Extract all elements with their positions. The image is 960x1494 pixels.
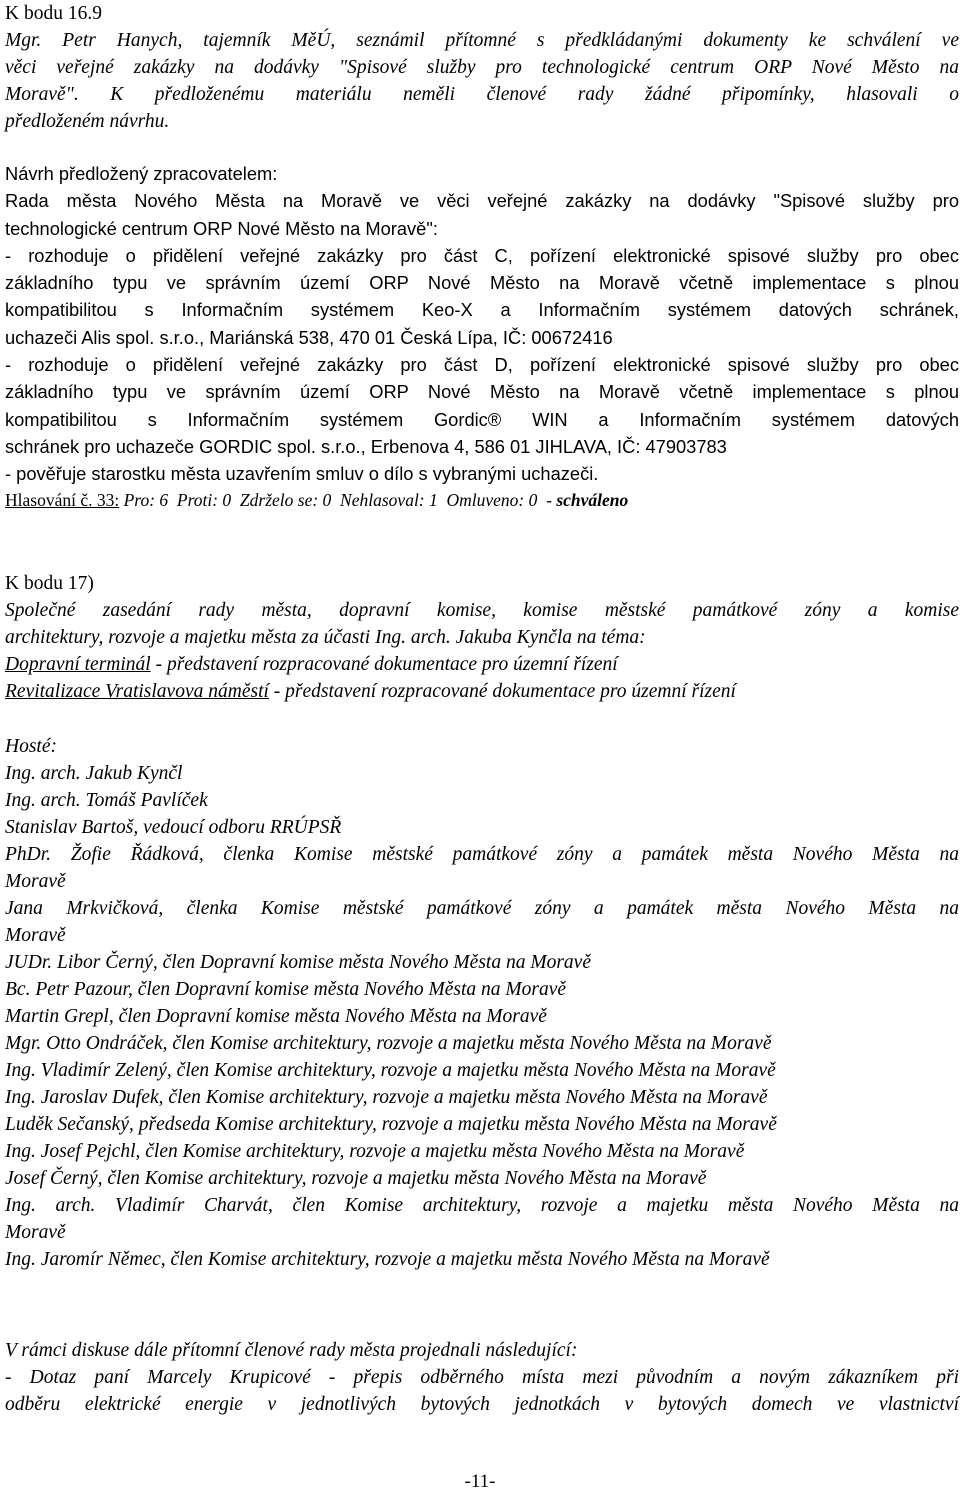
guest-item: Ing. Jaroslav Dufek, člen Komise architektury, rozvoje a majetku města Nového Města na Moravě — [5, 1087, 768, 1108]
guest-item: Josef Černý, člen Komise architektury, rozvoje a majetku města Nového Města na Moravě — [5, 1168, 707, 1189]
proposal-block — [5, 160, 959, 512]
guests-block — [5, 733, 959, 1273]
topic-1-title: Dopravní terminál — [5, 654, 151, 675]
guest-item: Moravě — [5, 1222, 66, 1243]
item-16-9-intro-line-3-a: Moravě". — [5, 84, 111, 105]
guest-item: Bc. Petr Pazour, člen Dopravní komise města Nového Města na Moravě — [5, 979, 567, 1000]
guest-item: Ing. arch. Tomáš Pavlíček — [5, 790, 208, 811]
guest-item: Ing. Josef Pejchl, člen Komise architektury, rozvoje a majetku města Nového Města na Moravě — [5, 1141, 745, 1162]
guests-label: Hosté: — [5, 736, 57, 757]
guest-item: Martin Grepl, člen Dopravní komise města Nového Města na Moravě — [5, 1006, 547, 1027]
decision-d-line-3: kompatibilitou s Informačním systémem Gordic® WIN a Informačním systémem datových — [5, 408, 959, 430]
discussion-block — [5, 1337, 959, 1418]
item-17-heading: K bodu 17) — [5, 573, 94, 594]
proposal-line-1: Rada města Nového Města na Moravě ve věci veřejné zakázky na dodávky "Spisové služby pro — [5, 190, 959, 212]
topic-2-title: Revitalizace Vratislavova náměstí — [5, 681, 269, 702]
vote-label: Hlasování č. 33: — [5, 489, 120, 510]
topic-2-rest: - představení rozpracované dokumentace pro územní řízení — [268, 681, 736, 702]
decision-c-line-1: - rozhoduje o přidělení veřejné zakázky pro část C, pořízení elektronické spisové služby pro obec — [5, 244, 959, 266]
guest-item: Mgr. Otto Ondráček, člen Komise architektury, rozvoje a majetku města Nového Města na Moravě — [5, 1033, 772, 1054]
guest-item: Luděk Sečanský, předseda Komise architektury, rozvoje a majetku města Nového Města na Moravě — [5, 1114, 777, 1135]
guest-item: Ing. Jaromír Němec, člen Komise architektury, rozvoje a majetku města Nového Města na Moravě — [5, 1249, 770, 1270]
guest-item: Stanislav Bartoš, vedoucí odboru RRÚPSŘ — [5, 817, 342, 838]
item-16-9-intro-line-3 — [5, 81, 959, 108]
decision-d-line-1: - rozhoduje o přidělení veřejné zakázky pro část D, pořízení elektronické spisové služby pro obec — [5, 354, 959, 376]
decision-c-line-3: kompatibilitou s Informačním systémem Keo-X a Informačním systémem datových schránek, — [5, 299, 959, 321]
guest-item: Moravě — [5, 871, 66, 892]
proposal-line-2: technologické centrum ORP Nové Město na Moravě": — [5, 217, 438, 239]
guest-item: Moravě — [5, 925, 66, 946]
item-16-9-intro-line-3-b: K předloženému materiálu neměli členové rady žádné připomínky, hlasovali o — [110, 84, 959, 105]
decision-c-line-2: základního typu ve správním území ORP Nové Město na Moravě včetně implementace s plnou — [5, 272, 959, 294]
guest-item: Jana Mrkvičková, členka Komise městské památkové zóny a památek města Nového Města na — [5, 898, 959, 919]
topic-1-rest: - představení rozpracované dokumentace pro územní řízení — [150, 654, 618, 675]
mandate-line: - pověřuje starostku města uzavřením smluv o dílo s vybranými uchazeči. — [5, 463, 599, 485]
topic-2-line — [5, 678, 959, 705]
guest-item: Ing. Vladimír Zelený, člen Komise architektury, rozvoje a majetku města Nového Města na Moravě — [5, 1060, 776, 1081]
guest-item: Ing. arch. Vladimír Charvát, člen Komise architektury, rozvoje a majetku města Nového Města na — [5, 1195, 959, 1216]
discussion-line-3: odběru elektrické energie v jednotlivých bytových jednotkách v bytových domech ve vlastnictví — [5, 1394, 959, 1415]
item-16-9-heading: K bodu 16.9 — [5, 3, 102, 24]
vote-counts: Pro: 6 Proti: 0 Zdrželo se: 0 Nehlasoval: 1 Omluveno: 0 - — [119, 489, 557, 510]
guest-item: Ing. arch. Jakub Kynčl — [5, 763, 183, 784]
guest-item: PhDr. Žofie Řádková, členka Komise městské památkové zóny a památek města Nového Města na — [5, 844, 959, 865]
item-16-9-intro-line-1: Mgr. Petr Hanych, tajemník MěÚ, seznámil přítomné s předkládanými dokumenty ke schválení ve — [5, 30, 959, 51]
discussion-line-1: V rámci diskuse dále přítomní členové rady města projednali následující: — [5, 1340, 578, 1361]
vote-line — [5, 488, 959, 512]
page-number: -11- — [464, 1471, 496, 1492]
item-16-9-intro — [5, 0, 959, 135]
topic-1-line — [5, 651, 959, 678]
item-17-intro-line-1: Společné zasedání rady města, dopravní komise, komise městské památkové zóny a komise — [5, 600, 959, 621]
item-17-block — [5, 570, 959, 705]
item-16-9-intro-line-4: předloženém návrhu. — [5, 111, 170, 132]
discussion-line-2: - Dotaz paní Marcely Krupicové - přepis odběrného místa mezi původním a novým zákazníkem při — [5, 1367, 959, 1388]
item-17-intro-line-2: architektury, rozvoje a majetku města za účasti Ing. arch. Jakuba Kynčla na téma: — [5, 627, 646, 648]
vote-result: schváleno — [556, 489, 629, 510]
decision-c-line-4: uchazeči Alis spol. s.r.o., Mariánská 538, 470 01 Česká Lípa, IČ: 00672416 — [5, 326, 613, 348]
decision-d-line-4: schránek pro uchazeče GORDIC spol. s.r.o., Erbenova 4, 586 01 JIHLAVA, IČ: 47903783 — [5, 435, 727, 457]
proposal-label: Návrh předložený zpracovatelem: — [5, 163, 278, 184]
guest-item: JUDr. Libor Černý, člen Dopravní komise města Nového Města na Moravě — [5, 952, 591, 973]
decision-d-line-2: základního typu ve správním území ORP Nové Město na Moravě včetně implementace s plnou — [5, 381, 959, 403]
item-16-9-intro-line-2: věci veřejné zakázky na dodávky "Spisové služby pro technologické centrum ORP Nové Město na — [5, 57, 959, 78]
